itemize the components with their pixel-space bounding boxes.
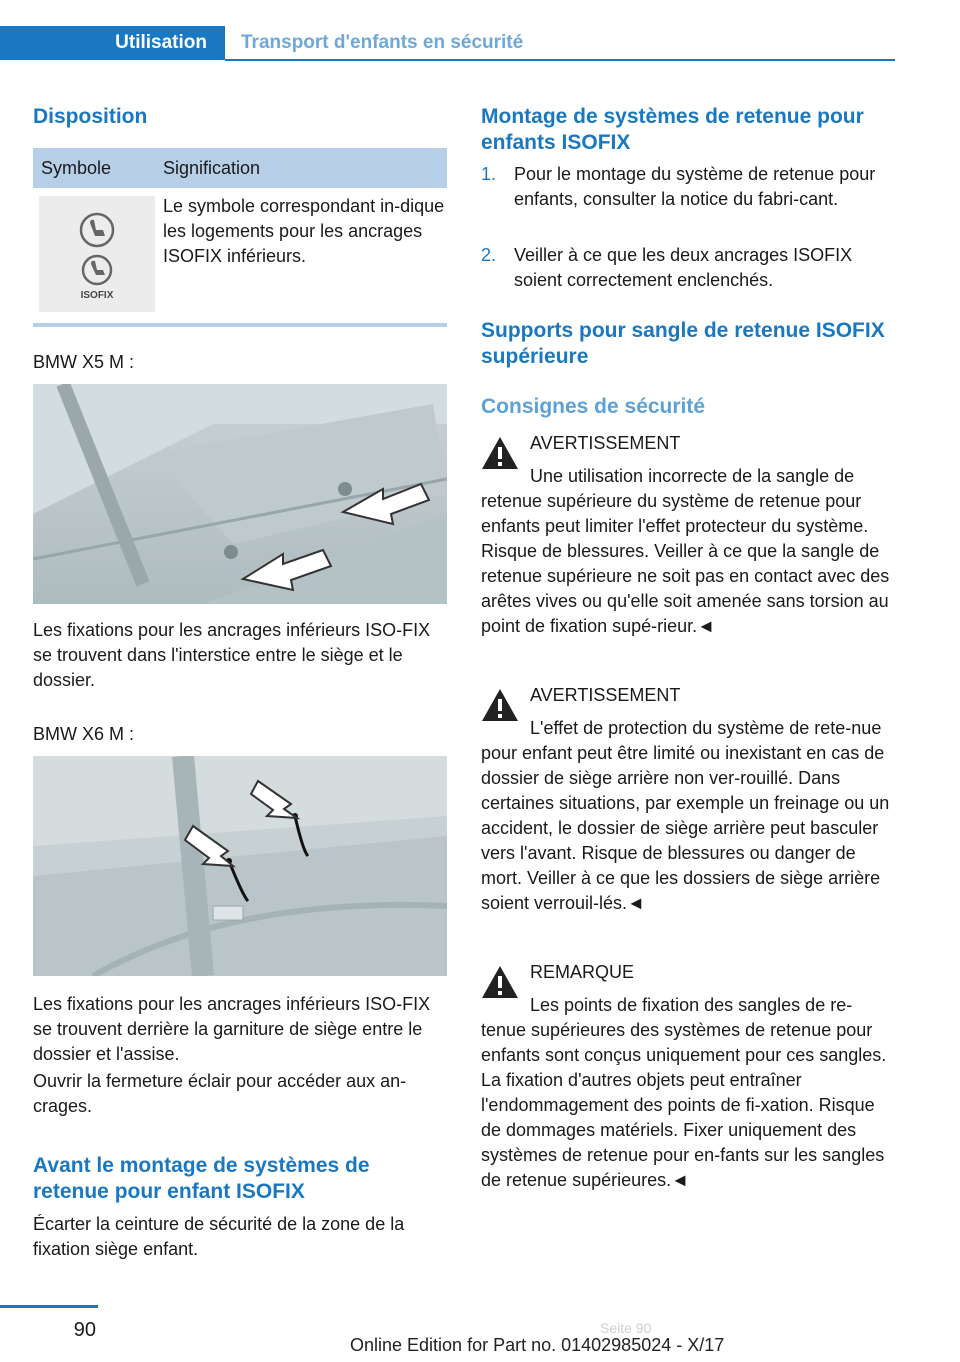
section-tab: Utilisation — [0, 26, 225, 60]
col-signification: Signification — [163, 157, 261, 178]
note-text: Les points de fixation des sangles de re-tenue supérieures des systèmes de retenue pour enfants sont conçus uniquement pour ces sangles. La fixation d'autres objets peut entraîner l'endommagement des points de fi-xation. Risque de dommages matériels. Fixer uniquement des systèmes de retenue pour en-fants sur les sangles de retenue supérieures.◄ — [481, 995, 887, 1190]
table-header — [33, 148, 447, 188]
disposition-title: Disposition — [33, 105, 148, 128]
step-number: 2. — [481, 245, 497, 265]
footer-rule — [0, 1305, 98, 1308]
topic-tab: Transport d'enfants en sécurité — [241, 32, 524, 53]
page-number: 90 — [73, 1319, 96, 1341]
mounting-title: Montage de systèmes de retenue pour enfants ISOFIX — [481, 105, 864, 154]
list-item — [481, 243, 896, 293]
steps-list — [481, 162, 896, 293]
table-signification-text: Le symbole correspondant in-dique les logements pour les ancrages ISOFIX inférieurs. — [163, 196, 445, 266]
before-mounting-text: Écarter la ceinture de sécurité de la zone de la fixation siège enfant. — [33, 1214, 405, 1259]
supports-title: Supports pour sangle de retenue ISOFIX supérieure — [481, 319, 885, 368]
list-item — [481, 162, 896, 238]
x5-seat-photo — [33, 384, 447, 604]
x6-caption-1: Les fixations pour les ancrages inférieurs ISO-FIX se trouvent derrière la garniture de siège entre le dossier et l'assise. — [33, 994, 431, 1064]
step-number: 1. — [481, 164, 497, 184]
step-text: Pour le montage du système de retenue pour enfants, consulter la notice du fabri-cant. — [514, 164, 876, 209]
edition-text: Online Edition for Part no. 01402985024 - X/17 — [350, 1335, 725, 1355]
note-heading: REMARQUE — [530, 962, 635, 982]
x6-label: BMW X6 M : — [33, 724, 135, 744]
x6-seat-photo — [33, 756, 447, 976]
isofix-symbol — [39, 196, 155, 312]
header-rule — [225, 59, 895, 61]
step-text: Veiller à ce que les deux ancrages ISOFIX soient correctement enclenchés. — [514, 245, 853, 290]
table-bottom-rule — [33, 323, 447, 327]
warning-1-heading: AVERTISSEMENT — [530, 433, 681, 453]
warning-1-text: Une utilisation incorrecte de la sangle de retenue supérieure du système de retenue pour enfants peut limiter l'effet protecteur du système. Risque de blessures. Veiller à ce que la sangle de retenue supérieure ne soit pas en contact avec des arêtes vives ou qu'elle soit amenée sans torsion au point de fixation supé-rieur.◄ — [481, 466, 890, 636]
warning-2-heading: AVERTISSEMENT — [530, 685, 681, 705]
x5-label: BMW X5 M : — [33, 352, 135, 372]
safety-title: Consignes de sécurité — [481, 395, 706, 418]
symbol-table — [33, 148, 447, 318]
watermark: Seite 90 — [600, 1320, 652, 1336]
isofix-label: ISOFIX — [80, 290, 114, 301]
x6-caption-2: Ouvrir la fermeture éclair pour accéder aux an-crages. — [33, 1071, 407, 1116]
before-mounting-title: Avant le montage de systèmes de retenue pour enfant ISOFIX — [33, 1154, 370, 1203]
table-row — [33, 188, 447, 318]
warning-2-text: L'effet de protection du système de rete-nue pour enfant peut être limité ou inexistant en cas de dossier de siège arrière non ver-rouillé. Dans certaines situations, par exemple un freinage ou un accident, le dossier de siège arrière peut basculer vers l'avant. Risque de blessures ou danger de mort. Veiller à ce que les dossiers de siège arrière soient verrouil-lés.◄ — [481, 718, 890, 913]
x5-caption: Les fixations pour les ancrages inférieurs ISO-FIX se trouvent dans l'interstice entre le siège et le dossier. — [33, 620, 431, 690]
col-symbole: Symbole — [41, 157, 112, 178]
